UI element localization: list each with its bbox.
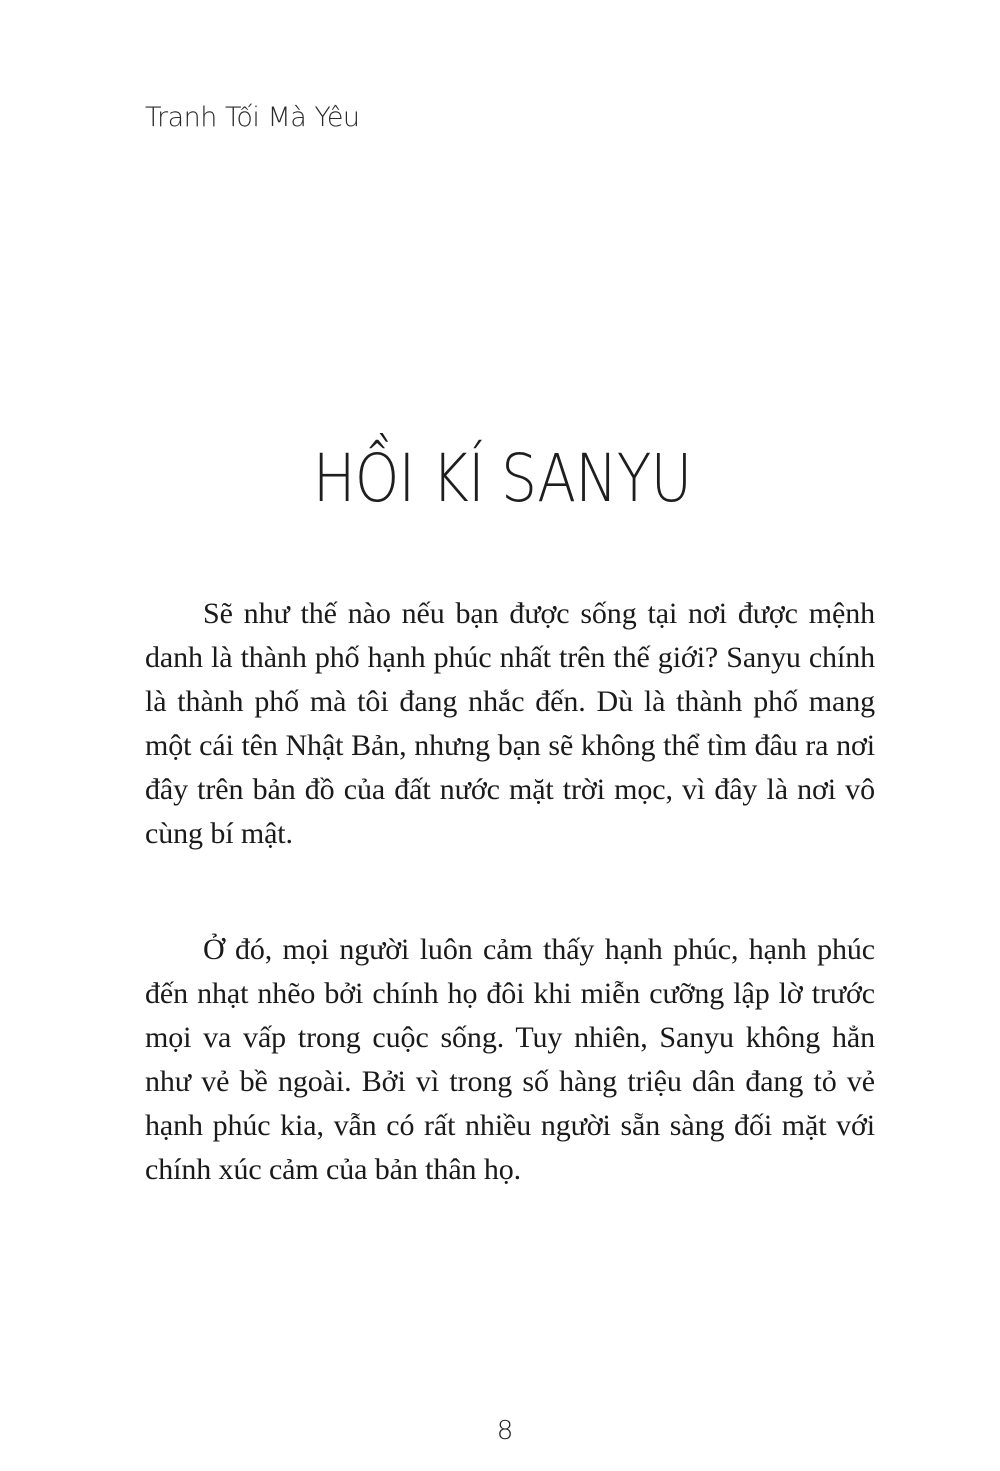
- body-paragraph-1: Sẽ như thế nào nếu bạn được sống tại nơi được mệnh danh là thành phố hạnh phúc nhất trên thế giới? Sanyu chính là thành phố mà tôi đang nhắc đến. Dù là thành phố mang một cái tên Nhật Bản, nhưng bạn sẽ không thể tìm đâu ra nơi đây trên bản đồ của đất nước mặt trời mọc, vì đây là nơi vô cùng bí mật.: [145, 597, 875, 850]
- body-paragraph-2: Ở đó, mọi người luôn cảm thấy hạnh phúc, hạnh phúc đến nhạt nhẽo bởi chính họ đôi khi miễn cưỡng lập lờ trước mọi va vấp trong cuộc sống. Tuy nhiên, Sanyu không hẳn như vẻ bề ngoài. Bởi vì trong số hàng triệu dân đang tỏ vẻ hạnh phúc kia, vẫn có rất nhiều người sẵn sàng đối mặt với chính xúc cảm của bản thân họ.: [145, 933, 875, 1186]
- page-number: 8: [496, 1416, 514, 1446]
- running-header: Tranh Tối Mà Yêu: [145, 102, 360, 133]
- chapter-title: HỒI KÍ SANYU: [312, 440, 692, 517]
